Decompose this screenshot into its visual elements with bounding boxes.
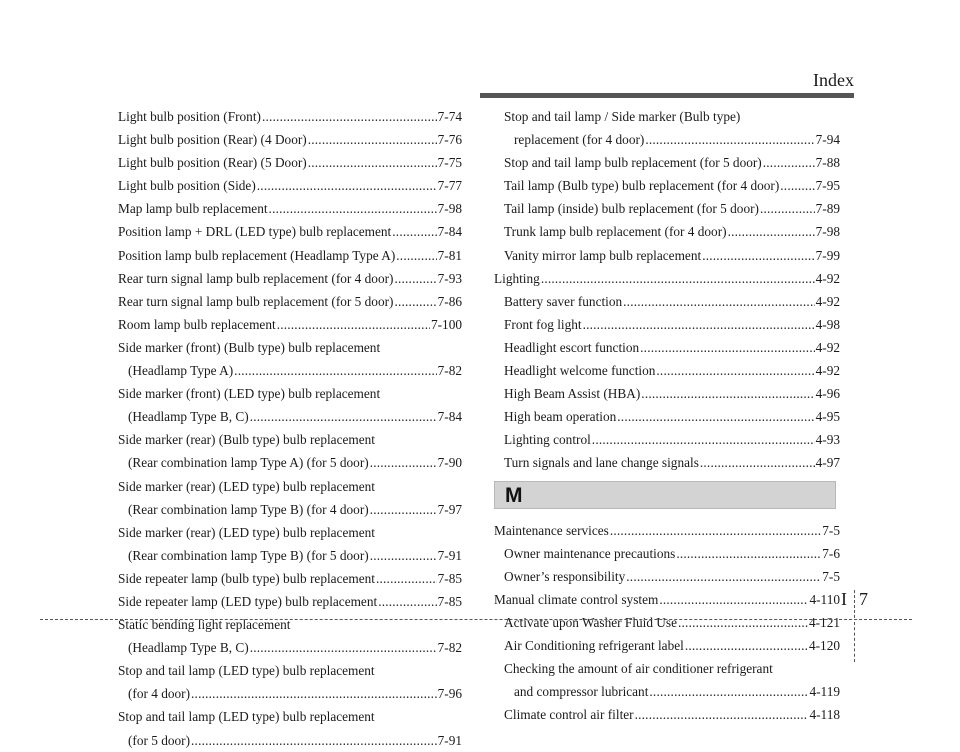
dot-leader	[676, 542, 821, 565]
index-page-ref: 7-95	[815, 178, 840, 194]
index-entry	[118, 290, 462, 313]
index-entry-text: Tail lamp (Bulb type) bulb replacement (for 4 door)	[504, 178, 780, 194]
index-page-ref: 7-93	[437, 270, 462, 286]
index-page-ref: 7-76	[437, 132, 462, 148]
index-entry-text: Stop and tail lamp bulb replacement (for 5 door)	[504, 155, 762, 171]
index-entry	[494, 588, 840, 611]
index-entry	[118, 451, 462, 474]
index-page-ref: 7-5	[822, 522, 840, 538]
index-entry-text: Room lamp bulb replacement	[118, 316, 276, 332]
dot-leader	[659, 588, 808, 611]
dot-leader	[635, 703, 809, 726]
index-entry-text: Battery saver function	[504, 293, 623, 309]
index-page-ref: 7-89	[815, 201, 840, 217]
dot-leader	[370, 498, 437, 521]
index-page-ref: 7-85	[437, 570, 462, 586]
dot-leader	[394, 267, 436, 290]
dot-leader	[678, 611, 808, 634]
dot-leader	[376, 567, 437, 590]
index-page-ref: 7-91	[437, 732, 462, 748]
index-entry-text: Rear turn signal lamp bulb replacement (for 5 door)	[118, 293, 394, 309]
index-entry	[494, 151, 840, 174]
index-page-ref: 7-5	[822, 568, 840, 584]
index-entry	[494, 220, 840, 243]
dot-leader	[656, 359, 814, 382]
dot-leader	[370, 451, 437, 474]
index-page-ref: 7-88	[815, 155, 840, 171]
index-entry-text: High Beam Assist (HBA)	[504, 386, 641, 402]
index-entry-text: (for 5 door)	[128, 732, 191, 748]
dot-leader	[685, 634, 808, 657]
index-entry	[494, 174, 840, 197]
index-entry	[118, 267, 462, 290]
dot-leader	[702, 244, 814, 267]
index-page-ref: 4-96	[815, 386, 840, 402]
index-entry	[494, 313, 840, 336]
dot-leader	[640, 336, 814, 359]
index-entry-text: (Headlamp Type B, C)	[128, 640, 249, 656]
index-entry	[494, 634, 840, 657]
dot-leader	[250, 636, 437, 659]
dot-leader	[780, 174, 814, 197]
index-page-ref: 7-82	[437, 363, 462, 379]
index-page-ref: 7-98	[437, 201, 462, 217]
dot-leader	[277, 313, 430, 336]
dot-leader	[396, 244, 436, 267]
dot-leader	[370, 544, 437, 567]
index-entry-text: Manual climate control system	[494, 591, 659, 607]
dot-leader	[308, 151, 437, 174]
index-entry-text: (Rear combination lamp Type B) (for 4 door)	[128, 501, 369, 517]
index-entry-text: Map lamp bulb replacement	[118, 201, 268, 217]
index-page-ref: 7-85	[437, 593, 462, 609]
index-entry-text: Position lamp bulb replacement (Headlamp Type A)	[118, 247, 396, 263]
index-page-ref: 4-97	[815, 455, 840, 471]
footer-divider-vertical-lower	[854, 622, 855, 662]
index-subheading: Stop and tail lamp / Side marker (Bulb type)	[504, 109, 741, 124]
index-entry-text: Lighting control	[504, 432, 591, 448]
index-page-ref: 7-84	[437, 224, 462, 240]
index-entry	[494, 267, 840, 290]
dot-leader	[610, 519, 821, 542]
index-entry	[118, 151, 462, 174]
index-entry	[494, 451, 840, 474]
index-entry	[118, 220, 462, 243]
index-entry	[118, 590, 462, 613]
index-subheading: Side marker (rear) (LED type) bulb replacement	[118, 524, 375, 540]
index-entry	[118, 682, 462, 705]
index-entry-text: Tail lamp (inside) bulb replacement (for 5 door)	[504, 201, 759, 217]
dot-leader	[592, 428, 815, 451]
index-page-ref: 7-100	[430, 316, 462, 332]
index-entry	[494, 382, 840, 405]
index-entry-text: Light bulb position (Side)	[118, 178, 256, 194]
index-page-ref: 7-77	[437, 178, 462, 194]
index-entry	[118, 636, 462, 659]
index-entry-text: Front fog light	[504, 316, 582, 332]
dot-leader	[649, 680, 808, 703]
index-page-ref: 7-84	[437, 409, 462, 425]
index-entry-text: (Headlamp Type A)	[128, 363, 234, 379]
index-entry-text: Light bulb position (Rear) (4 Door)	[118, 132, 307, 148]
index-entry	[118, 567, 462, 590]
dot-leader	[583, 313, 815, 336]
index-entry	[494, 519, 840, 542]
index-entry	[494, 428, 840, 451]
index-entry-text: (Headlamp Type B, C)	[128, 409, 249, 425]
dot-leader	[623, 290, 814, 313]
index-page-ref: 4-92	[815, 270, 840, 286]
index-column-right	[494, 105, 840, 726]
dot-leader	[763, 151, 815, 174]
index-subheading: Side marker (rear) (LED type) bulb replacement	[118, 478, 375, 494]
dot-leader	[392, 220, 436, 243]
index-entry-text: High beam operation	[504, 409, 617, 425]
index-page-ref: 7-96	[437, 686, 462, 702]
index-entry-text: Turn signals and lane change signals	[504, 455, 699, 471]
index-entry-text: (for 4 door)	[128, 686, 191, 702]
footer-rule	[40, 619, 912, 620]
index-entry-text: Rear turn signal lamp bulb replacement (for 4 door)	[118, 270, 394, 286]
index-entry	[118, 313, 462, 336]
dot-leader	[626, 565, 821, 588]
index-page-ref: 4-92	[815, 293, 840, 309]
index-letter-header	[494, 481, 836, 509]
index-subheading: Static bending light replacement	[118, 617, 291, 633]
index-entry	[118, 359, 462, 382]
index-page-ref: 4-95	[815, 409, 840, 425]
index-entry	[494, 359, 840, 382]
index-entry-text: Light bulb position (Front)	[118, 109, 261, 124]
index-entry-text: Activate upon Washer Fluid Use	[504, 614, 677, 630]
index-entry	[118, 174, 462, 197]
index-page-ref: 4-92	[815, 339, 840, 355]
footer-page-number: 7	[859, 589, 868, 609]
dot-leader	[700, 451, 815, 474]
index-entry-text: and compressor lubricant	[514, 684, 649, 700]
dot-leader	[645, 128, 814, 151]
index-page-ref: 7-74	[437, 109, 462, 124]
footer-section-letter: I	[841, 589, 847, 609]
dot-leader	[394, 290, 436, 313]
dot-leader	[760, 197, 815, 220]
dot-leader	[728, 220, 815, 243]
index-column-left	[118, 105, 462, 752]
index-entry	[118, 128, 462, 151]
index-entry-text: Headlight escort function	[504, 339, 640, 355]
index-entry	[118, 105, 462, 128]
index-subheading: Checking the amount of air conditioner refrigerant	[504, 661, 773, 677]
index-entry	[494, 405, 840, 428]
index-page-ref: 7-91	[437, 547, 462, 563]
index-page-ref: 4-92	[815, 363, 840, 379]
index-entry	[118, 544, 462, 567]
index-page-ref: 4-121	[808, 614, 840, 630]
index-entry	[118, 405, 462, 428]
index-entry	[494, 542, 840, 565]
index-entry-text: Air Conditioning refrigerant label	[504, 637, 684, 653]
index-page-ref: 7-6	[822, 545, 840, 561]
dot-leader	[262, 105, 437, 128]
index-entry	[494, 336, 840, 359]
index-entry	[494, 128, 840, 151]
index-entry	[494, 244, 840, 267]
index-entry-text: Position lamp + DRL (LED type) bulb replacement	[118, 224, 392, 240]
index-page-ref: 4-110	[809, 591, 840, 607]
index-entry-text: (Rear combination lamp Type B) (for 5 door)	[128, 547, 369, 563]
index-entry-text: Owner’s responsibility	[504, 568, 626, 584]
index-entry	[118, 197, 462, 220]
dot-leader	[234, 359, 436, 382]
index-page-ref: 7-86	[437, 293, 462, 309]
index-entry	[118, 244, 462, 267]
page-header-title: Index	[813, 70, 854, 90]
dot-leader	[191, 682, 437, 705]
index-entry	[118, 498, 462, 521]
index-subheading: Side marker (front) (Bulb type) bulb replacement	[118, 339, 381, 355]
index-page-ref: 7-81	[437, 247, 462, 263]
index-page-ref: 7-98	[815, 224, 840, 240]
index-page-ref: 7-99	[815, 247, 840, 263]
index-entry-text: Side repeater lamp (LED type) bulb replacement	[118, 593, 378, 609]
index-page-ref: 4-120	[808, 637, 840, 653]
index-subheading: Side marker (rear) (Bulb type) bulb replacement	[118, 432, 375, 448]
dot-leader	[308, 128, 437, 151]
index-entry-text: Vanity mirror lamp bulb replacement	[504, 247, 702, 263]
index-page-ref: 4-118	[809, 707, 840, 723]
index-letter: M	[505, 483, 523, 507]
index-subheading: Stop and tail lamp (LED type) bulb replacement	[118, 709, 375, 725]
index-entry	[494, 290, 840, 313]
index-page-ref: 4-119	[809, 684, 840, 700]
index-entry-text: Owner maintenance precautions	[504, 545, 676, 561]
footer-divider-vertical	[854, 590, 855, 618]
dot-leader	[378, 590, 436, 613]
dot-leader	[617, 405, 814, 428]
index-entry-text: replacement (for 4 door)	[514, 132, 645, 148]
index-entry	[494, 565, 840, 588]
index-page-ref: 4-93	[815, 432, 840, 448]
index-subheading: Side marker (front) (LED type) bulb replacement	[118, 386, 381, 402]
index-entry	[494, 680, 840, 703]
index-entry-text: Light bulb position (Rear) (5 Door)	[118, 155, 307, 171]
index-entry-text: Headlight welcome function	[504, 363, 656, 379]
index-entry-text: Maintenance services	[494, 522, 609, 538]
dot-leader	[641, 382, 814, 405]
header-rule	[480, 93, 854, 98]
index-entry	[118, 729, 462, 752]
dot-leader	[269, 197, 437, 220]
index-page-ref: 7-94	[815, 132, 840, 148]
index-page-ref: 7-82	[437, 640, 462, 656]
index-page-ref: 7-97	[437, 501, 462, 517]
index-entry	[494, 611, 840, 634]
dot-leader	[191, 729, 437, 752]
index-entry-text: (Rear combination lamp Type A) (for 5 door)	[128, 455, 369, 471]
index-entry	[494, 703, 840, 726]
index-subheading: Stop and tail lamp (LED type) bulb replacement	[118, 663, 375, 679]
index-entry-text: Side repeater lamp (bulb type) bulb replacement	[118, 570, 375, 586]
index-entry-text: Climate control air filter	[504, 707, 634, 723]
index-entry-text: Lighting	[494, 270, 540, 286]
index-page-ref: 7-90	[437, 455, 462, 471]
dot-leader	[541, 267, 815, 290]
index-page-ref: 4-98	[815, 316, 840, 332]
dot-leader	[250, 405, 437, 428]
dot-leader	[257, 174, 437, 197]
index-page-ref: 7-75	[437, 155, 462, 171]
index-entry	[494, 197, 840, 220]
index-entry-text: Trunk lamp bulb replacement (for 4 door)	[504, 224, 727, 240]
